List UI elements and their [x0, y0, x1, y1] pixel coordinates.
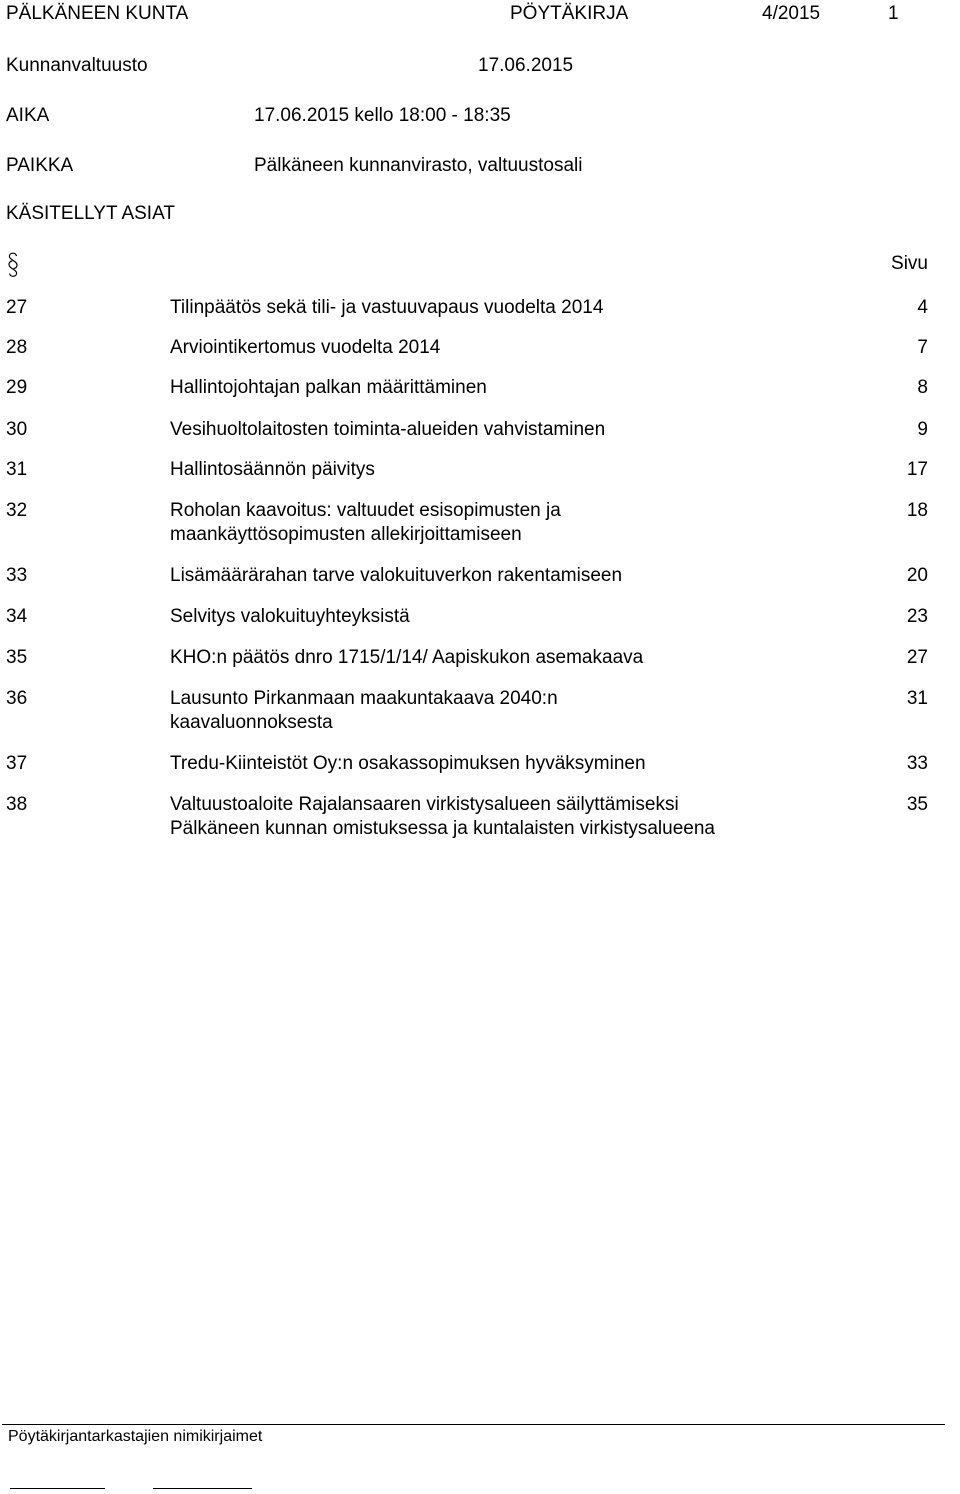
- item-title: Valtuustoaloite Rajalansaaren virkistysalueen säilyttämiseksi Pälkäneen kunnan omistuksessa ja kuntalaisten virkistysalueena: [170, 794, 715, 839]
- item-page: 23: [906, 606, 928, 627]
- section-sign-icon: [6, 252, 20, 278]
- signature-line: [153, 1488, 252, 1489]
- item-number: 33: [6, 565, 28, 586]
- item-number: 28: [6, 337, 28, 358]
- time-label: AIKA: [6, 105, 50, 126]
- footer-label: Pöytäkirjantarkastajien nimikirjaimet: [8, 1428, 263, 1445]
- time-value: 17.06.2015 kello 18:00 - 18:35: [254, 105, 511, 126]
- item-title: Hallintojohtajan palkan määrittäminen: [170, 377, 487, 398]
- municipality-name: PÄLKÄNEEN KUNTA: [6, 3, 189, 24]
- header-date: 17.06.2015: [478, 55, 574, 76]
- item-number: 27: [6, 297, 28, 318]
- item-page: 35: [906, 794, 928, 815]
- item-page: 27: [906, 647, 928, 668]
- item-title: Tredu-Kiinteistöt Oy:n osakassopimuksen hyväksyminen: [170, 753, 646, 774]
- item-title: Lausunto Pirkanmaan maakuntakaava 2040:n kaavaluonnoksesta: [170, 688, 558, 733]
- item-title: Roholan kaavoitus: valtuudet esisopimusten ja maankäyttösopimusten allekirjoittamiseen: [170, 500, 561, 545]
- item-title: Vesihuoltolaitosten toiminta-alueiden vahvistaminen: [170, 419, 606, 440]
- governing-body: Kunnanvaltuusto: [6, 55, 148, 76]
- item-page: 8: [917, 377, 928, 398]
- item-number: 30: [6, 419, 28, 440]
- footer-divider: [2, 1424, 945, 1425]
- section-heading: KÄSITELLYT ASIAT: [6, 203, 175, 224]
- item-number: 29: [6, 377, 28, 398]
- place-value: Pälkäneen kunnanvirasto, valtuustosali: [254, 155, 583, 176]
- item-number: 32: [6, 500, 28, 521]
- item-page: 17: [906, 459, 928, 480]
- item-number: 37: [6, 753, 28, 774]
- item-page: 31: [906, 688, 928, 709]
- item-title: Selvitys valokuituyhteyksistä: [170, 606, 410, 627]
- item-number: 35: [6, 647, 28, 668]
- item-title: Hallintosäännön päivitys: [170, 459, 375, 480]
- item-title: Arviointikertomus vuodelta 2014: [170, 337, 441, 358]
- signature-line: [10, 1488, 105, 1489]
- document-number: 4/2015: [762, 3, 821, 24]
- page-column-label: Sivu: [891, 253, 928, 274]
- item-number: 36: [6, 688, 28, 709]
- item-page: 4: [917, 297, 928, 318]
- item-number: 34: [6, 606, 28, 627]
- item-number: 38: [6, 794, 28, 815]
- place-label: PAIKKA: [6, 155, 74, 176]
- item-page: 33: [906, 753, 928, 774]
- item-title: KHO:n päätös dnro 1715/1/14/ Aapiskukon asemakaava: [170, 647, 644, 668]
- item-page: 7: [917, 337, 928, 358]
- item-title: Lisämäärärahan tarve valokuituverkon rakentamiseen: [170, 565, 623, 586]
- item-page: 9: [917, 419, 928, 440]
- item-title: Tilinpäätös sekä tili- ja vastuuvapaus vuodelta 2014: [170, 297, 604, 318]
- item-page: 20: [906, 565, 928, 586]
- page-number: 1: [888, 3, 899, 24]
- document-type: PÖYTÄKIRJA: [510, 3, 629, 24]
- item-page: 18: [906, 500, 928, 521]
- item-number: 31: [6, 459, 28, 480]
